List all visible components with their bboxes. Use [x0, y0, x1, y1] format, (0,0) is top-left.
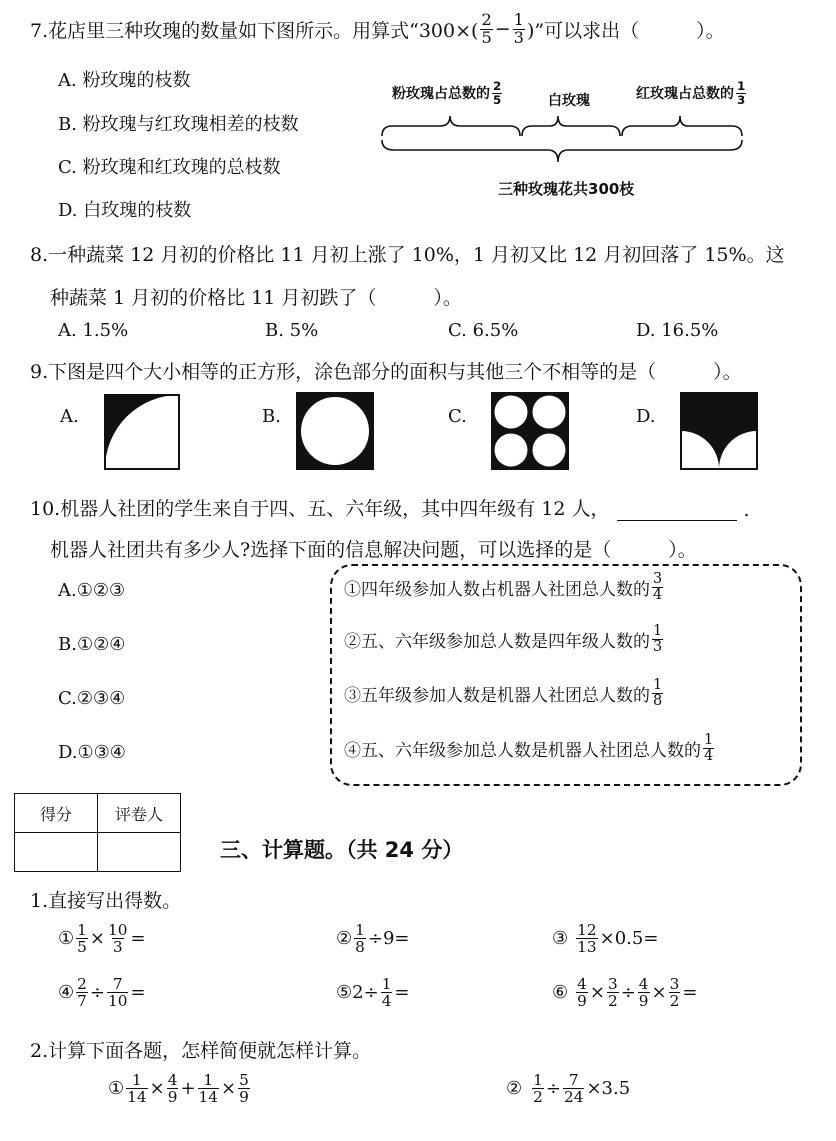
q7-minus: −: [494, 18, 511, 41]
q10-option-d[interactable]: D.①③④: [58, 742, 126, 763]
q8-option-a[interactable]: A. 1.5%: [58, 320, 129, 341]
q10-line1: 10.机器人社团的学生来自于四、五、六年级，其中四年级有 12 人， .: [30, 498, 750, 521]
calc2-title: 2.计算下面各题，怎样简便就怎样计算。: [30, 1040, 372, 1062]
q8-option-b[interactable]: B. 5%: [265, 320, 319, 341]
diagram-white-label: 白玫瑰: [548, 93, 590, 109]
q9-label-d[interactable]: D.: [636, 406, 656, 427]
diagram-red-fraction: $\frac{1}{3}$: [737, 79, 746, 107]
q9-stem: 9.下图是四个大小相等的正方形，涂色部分的面积与其他三个不相等的是（ ）。: [30, 361, 742, 383]
q7-fraction-b: $\frac{1}{3}$: [513, 10, 524, 47]
calc1-title: 1.直接写出得数。: [30, 890, 182, 912]
q9-square-c[interactable]: [491, 392, 569, 470]
q10-option-a[interactable]: A.①②③: [58, 580, 126, 601]
q10-option-c[interactable]: C.②③④: [58, 688, 126, 709]
q10-info-2: ②五、六年级参加总人数是四年级人数的 $\frac{1}{3}$: [344, 623, 663, 656]
q10-info-1: ①四年级参加人数占机器人社团总人数的 $\frac{3}{4}$: [344, 571, 663, 604]
diagram-pink-label: 粉玫瑰占总数的 $\frac{2}{5}$: [392, 79, 502, 107]
calc1-item-1[interactable]: ① $\frac{1}{5}$ × $\frac{10}{3}$ =: [58, 921, 146, 957]
red-brace: [622, 116, 742, 136]
diagram-pink-fraction: $\frac{2}{5}$: [493, 79, 502, 107]
grader-cell[interactable]: [98, 833, 181, 872]
calc1-item-3[interactable]: ③ $\frac{12}{13}$ × 0.5 =: [552, 921, 659, 957]
calc1-item-5[interactable]: ⑤ 2 ÷ $\frac{1}{4}$ =: [336, 975, 410, 1011]
white-brace: [522, 116, 620, 136]
diagram-red-label: 红玫瑰占总数的 $\frac{1}{3}$: [636, 79, 746, 107]
q7-stem: [30, 12, 725, 47]
q8-option-d[interactable]: D. 16.5%: [636, 320, 719, 341]
q9-label-a[interactable]: A.: [60, 406, 79, 427]
diagram-total-label: 三种玫瑰花共300枝: [498, 180, 635, 198]
calc1-item-2[interactable]: ② $\frac{1}{8}$ ÷ 9 =: [336, 921, 410, 957]
calc1-item-4[interactable]: ④ $\frac{2}{7}$ ÷ $\frac{7}{10}$ =: [58, 975, 146, 1011]
q10-info-4: ④五、六年级参加总人数是机器人社团总人数的 $\frac{1}{4}$: [344, 732, 714, 765]
grader-header: 评卷人: [98, 794, 181, 833]
q8-option-c[interactable]: C. 6.5%: [448, 320, 519, 341]
total-brace: [382, 140, 742, 162]
q9-square-d[interactable]: [680, 392, 758, 470]
q9-square-b[interactable]: [296, 392, 374, 470]
q7-option-b[interactable]: B. 粉玫瑰与红玫瑰相差的枝数: [58, 114, 299, 135]
q7-option-a[interactable]: A. 粉玫瑰的枝数: [58, 70, 191, 91]
q9-square-a[interactable]: [104, 394, 180, 470]
q7-fraction-a: $\frac{2}{5}$: [481, 10, 492, 47]
q8-line1: 8.一种蔬菜 12 月初的价格比 11 月初上涨了 10%，1 月初又比 12 月初回落了 15%。这: [30, 244, 785, 266]
q9-label-c[interactable]: C.: [448, 406, 467, 427]
q7-brace-diagram: [376, 108, 748, 180]
calc2-item-2[interactable]: ② $\frac{1}{2}$ ÷ $\frac{7}{24}$ × 3.5: [506, 1071, 631, 1107]
calc2-item-1[interactable]: ① $\frac{1}{14}$ × $\frac{4}{9}$ + $\frac{1}{14}$ × $\frac{5}{9}$: [108, 1071, 249, 1107]
q10-line2: 机器人社团共有多少人?选择下面的信息解决问题，可以选择的是（ ）。: [50, 539, 697, 561]
q10-option-b[interactable]: B.①②④: [58, 634, 126, 655]
score-header: 得分: [15, 794, 98, 833]
q8-line2: 种蔬菜 1 月初的价格比 11 月初跌了（ ）。: [50, 287, 462, 309]
q7-stem-pre: 7.花店里三种玫瑰的数量如下图所示。用算式“300×(: [30, 19, 479, 42]
calc1-item-6[interactable]: ⑥ $\frac{4}{9}$ × $\frac{3}{2}$ ÷ $\frac{4}{9}$ × $\frac{3}{2}$ =: [552, 975, 698, 1011]
q7-option-c[interactable]: C. 粉玫瑰和红玫瑰的总枝数: [58, 157, 281, 178]
q7-option-d[interactable]: D. 白玫瑰的枝数: [58, 200, 192, 221]
score-table: [14, 793, 181, 872]
score-cell[interactable]: [15, 833, 98, 872]
pink-brace: [382, 116, 520, 136]
section3-title: 三、计算题。（共 24 分）: [220, 838, 464, 862]
q9-label-b[interactable]: B.: [262, 406, 281, 427]
q7-stem-post: )”可以求出（ ）。: [526, 19, 725, 42]
q10-answer-blank[interactable]: [617, 506, 737, 521]
q10-info-3: ③五年级参加人数是机器人社团总人数的 $\frac{1}{8}$: [344, 677, 663, 710]
